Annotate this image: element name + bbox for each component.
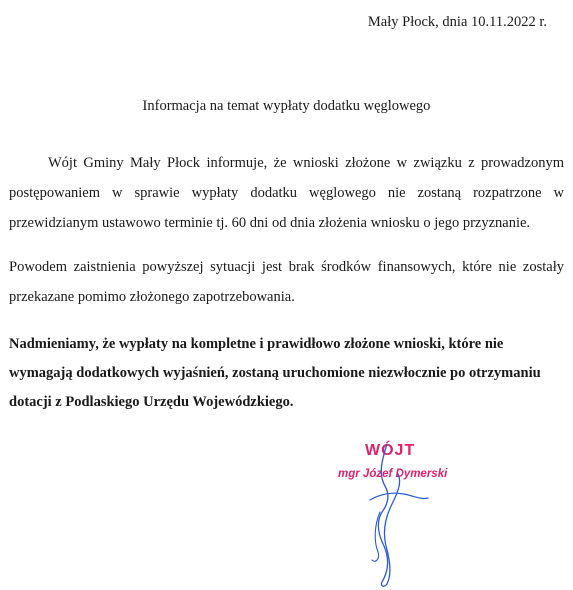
stamp-title: WÓJT	[365, 442, 416, 459]
document-title: Informacja na temat wypłaty dodatku węglowego	[142, 98, 431, 114]
stamp-name: mgr Józef Dymerski	[338, 468, 448, 480]
document-date: Mały Płock, dnia 10.11.2022 r.	[367, 14, 547, 30]
paragraph-notice: Wójt Gminy Mały Płock informuje, że wnioski złożone w związku z prowadzonym postępowaniem w sprawie wypłaty dodatku węglowego nie zostaną rozpatrzone w przewidzianym ustawowo terminie tj. 60 dni od dnia złożenia wniosku o jego przyznanie.	[9, 155, 564, 231]
paragraph-remark: Nadmieniamy, że wypłaty na kompletne i prawidłowo złożone wnioski, które nie wymagają dodatkowych wyjaśnień, zostaną uruchomione niezwłocznie po otrzymaniu dotacji z Podlaskiego Urzędu Wojewódzkiego.	[9, 336, 541, 410]
handwritten-signature	[330, 442, 450, 590]
paragraph-reason: Powodem zaistnienia powyższej sytuacji jest brak środków finansowych, które nie zostały przekazane pomimo złożonego zapotrzebowania.	[9, 259, 564, 305]
